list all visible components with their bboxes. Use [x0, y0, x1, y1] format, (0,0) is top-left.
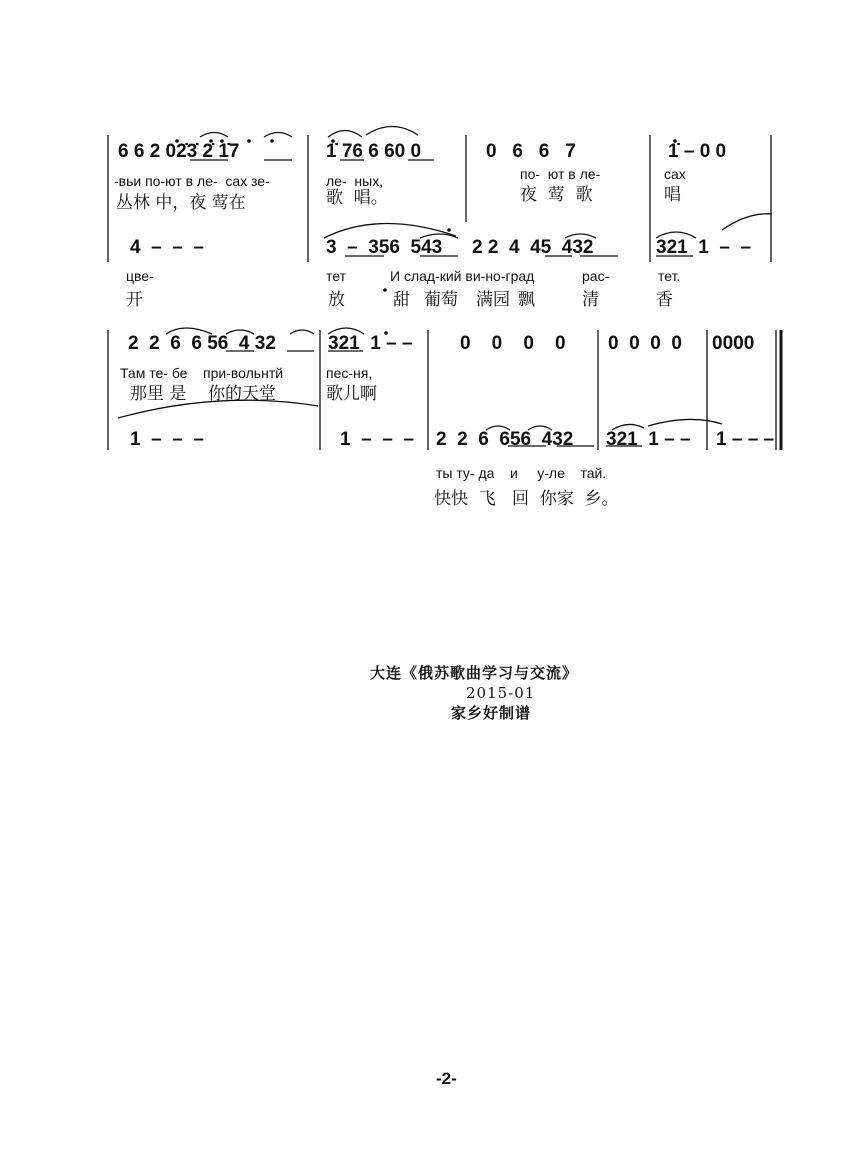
- s1-lower-zh-4: 葡萄: [424, 290, 458, 310]
- s1-lower-m4-notes: 321 1 – –: [656, 237, 752, 258]
- s1-upper-m4-chinese: 唱: [664, 185, 681, 205]
- footer-author: 家乡好制谱: [451, 704, 532, 722]
- s2-lower-m4-notes: 321 1 – –: [606, 429, 691, 450]
- octave-dot: [447, 228, 451, 232]
- s2-upper-m1-notes: 2 2 6 6 56 4 32: [128, 333, 276, 354]
- s2-upper-m2-chinese: 歌儿啊: [326, 384, 377, 404]
- s1-lower-m3-notes: 2 2 4 45 432: [472, 237, 594, 258]
- s1-upper-m4-notes: 1̇ – 0 0: [668, 141, 727, 162]
- s2-lower-russian: ты ту- да и у-ле тай.: [436, 465, 607, 481]
- s1-lower-zh-8: 香: [656, 290, 673, 310]
- octave-dot: [383, 288, 387, 292]
- s2-lower-m2-notes: 1 – – –: [340, 429, 414, 450]
- s1-upper-m2-notes: 1̇ 76 6 60 0: [326, 141, 422, 162]
- s1-upper-m3-notes: 0 6 6 7: [486, 141, 576, 162]
- s1-upper-m1-russian: -вьи по-ют в ле- сах зе-: [114, 173, 270, 189]
- s1-upper-m1-notes: 6 6 2 02̇3̇ 2̇ 1̇7: [118, 141, 240, 162]
- s1-lower-m2-notes: 3 – 356 543: [326, 237, 443, 258]
- s1-lower-zh-6: 飘: [518, 290, 535, 310]
- s1-lower-zh-3: 甜: [393, 290, 410, 310]
- s1-lower-ru-4: рас-: [582, 268, 610, 284]
- s2-lower-m3-notes: 2 2 6 656 432: [436, 429, 574, 450]
- page-number: -2-: [436, 1069, 457, 1088]
- footer-title: 大连《俄苏歌曲学习与交流》: [370, 664, 579, 682]
- s1-lower-m1-notes: 4 – – –: [130, 237, 204, 258]
- s1-lower-zh-5: 满园: [476, 290, 510, 310]
- s2-lower-m5-notes: 1 – – –: [716, 429, 775, 450]
- s1-lower-ru-1: цве-: [126, 268, 154, 284]
- s1-lower-zh-1: 开: [126, 290, 143, 310]
- s1-upper-m3-russian: по- ют в ле-: [520, 166, 601, 182]
- octave-dot: [270, 139, 274, 143]
- s1-upper-m1-chinese: 丛林 中，夜 莺在: [116, 193, 246, 213]
- s1-upper-m2-chinese: 歌 唱。: [326, 188, 388, 208]
- s1-lower-zh-7: 清: [582, 290, 599, 310]
- s2-lower-chinese: 快快 飞 回 你家 乡。: [434, 489, 619, 509]
- s1-lower-zh-2: 放: [328, 290, 345, 310]
- s1-upper-m2-russian: ле- ных,: [326, 173, 384, 189]
- octave-dot: [247, 139, 251, 143]
- s2-upper-m2-russian: пес-ня,: [326, 365, 373, 381]
- s1-lower-ru-3: И слад-кий ви-но-град: [390, 268, 535, 284]
- s2-upper-m4-notes: 0 0 0 0: [608, 333, 682, 354]
- s1-upper-m3-chinese: 夜 莺 歌: [520, 185, 593, 205]
- s2-upper-m2-notes: 321 1 – –: [328, 333, 413, 354]
- s2-upper-m1-russian: Там те- бе при-вольнтй: [120, 365, 284, 381]
- s1-lower-ru-5: тет.: [658, 268, 681, 284]
- s2-lower-m1-notes: 1 – – –: [130, 429, 204, 450]
- s2-upper-m1-chinese: 那里 是 你的天堂: [130, 384, 277, 404]
- footer-date: 2015-01: [466, 684, 536, 702]
- s2-upper-m3-notes: 0 0 0 0: [460, 333, 566, 354]
- s1-upper-m4-russian: сах: [664, 166, 686, 182]
- s2-upper-m5-notes: 0000: [712, 333, 755, 354]
- s1-lower-ru-2: тет: [326, 268, 346, 284]
